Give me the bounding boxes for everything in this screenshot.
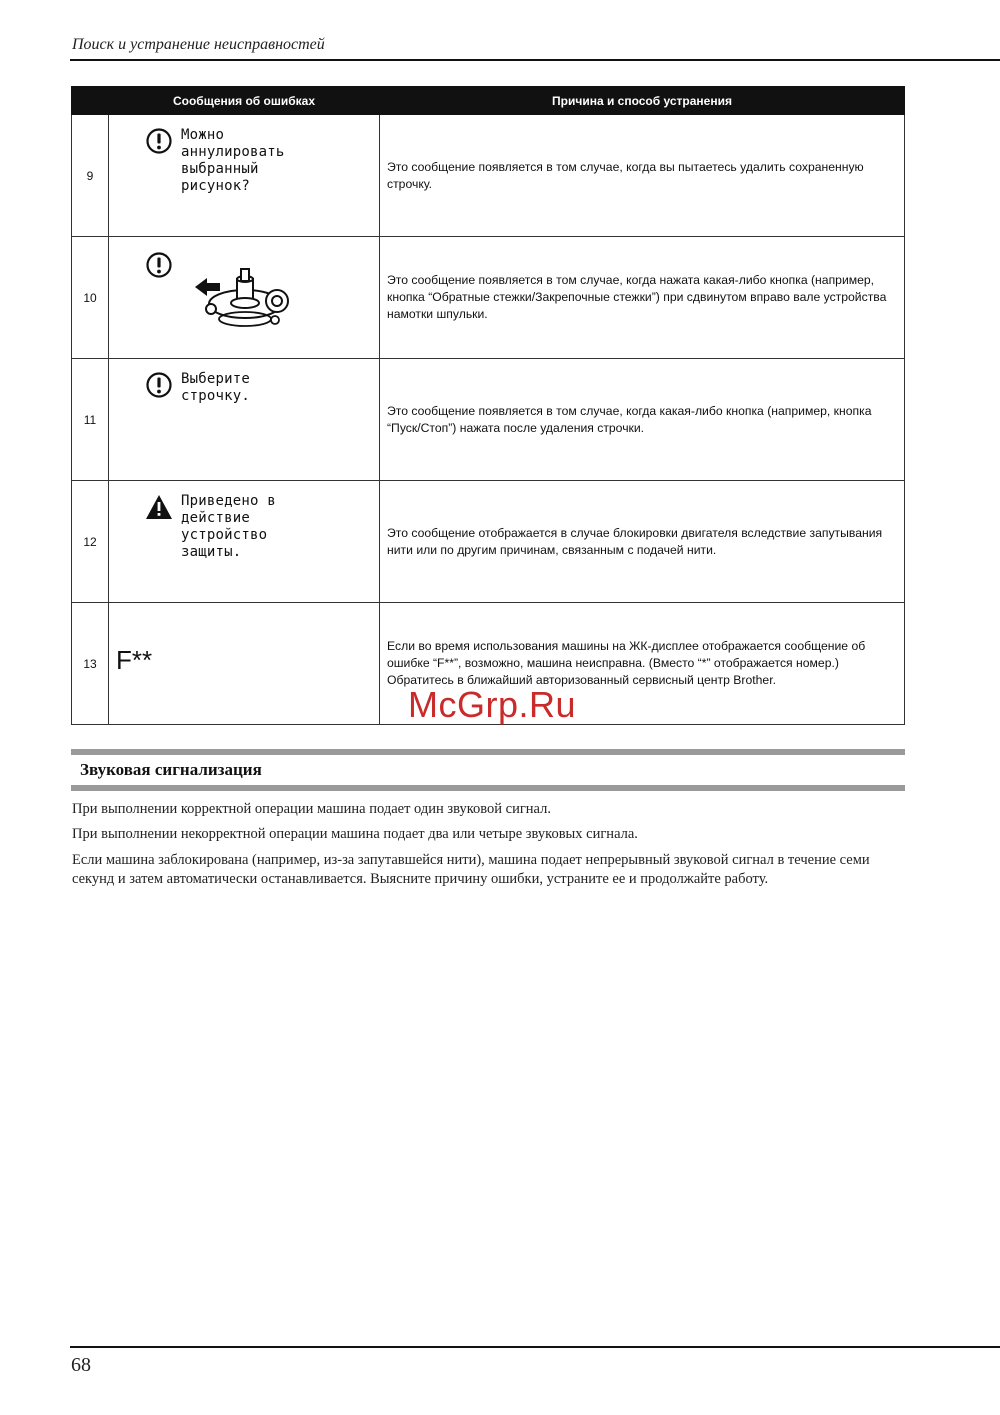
bobbin-winder-icon: [145, 249, 305, 329]
cause-line: Обратитесь в ближайший авторизованный сервисный центр Brother.: [387, 673, 776, 687]
table-row: [72, 481, 905, 603]
page-number: 68: [71, 1354, 91, 1376]
alert-circle-icon: [145, 371, 173, 399]
row-number: 9: [72, 115, 109, 237]
lcd-text: Выберите строчку.: [181, 371, 251, 404]
row-number: 12: [72, 481, 109, 603]
lcd-message: [145, 371, 250, 405]
table-row: [72, 237, 905, 359]
running-header: Поиск и устранение неисправностей: [72, 36, 325, 53]
cause-text: Это сообщение появляется в том случае, когда какая-либо кнопка (например, кнопка “Пуск/Стоп”) нажата после удаления строчки.: [380, 359, 905, 481]
table-row: [72, 115, 905, 237]
header-rule: [70, 59, 1000, 61]
lcd-message: [145, 127, 285, 195]
table-header-cause: Причина и способ устранения: [380, 87, 905, 115]
section-bar-top: [71, 749, 905, 755]
alert-circle-icon: [145, 127, 173, 155]
error-message-cell: [109, 603, 380, 725]
row-number: 10: [72, 237, 109, 359]
section-title: Звуковая сигнализация: [80, 760, 262, 779]
table-row: [72, 359, 905, 481]
lcd-text: Можно аннулировать выбранный рисунок?: [181, 127, 285, 194]
row-number: 13: [72, 603, 109, 725]
paragraph: При выполнении некорректной операции машина подает два или четыре звуковых сигнала.: [72, 826, 638, 842]
cause-line: Если во время использования машины на ЖК-дисплее отображается сообщение об ошибке “F**”, возможно, машина неисправна. (Вместо “*” отображается номер.): [387, 639, 866, 670]
paragraph: При выполнении корректной операции машина подает один звуковой сигнал.: [72, 801, 551, 817]
table-header-row: [72, 87, 905, 115]
table-header-num: [72, 87, 109, 115]
error-message-cell: [109, 115, 380, 237]
table-header-messages: Сообщения об ошибках: [109, 87, 380, 115]
warning-triangle-icon: [145, 493, 173, 521]
cause-text: Это сообщение отображается в случае блокировки двигателя вследствие запутывания нити или по другим причинам, связанным с подачей нити.: [380, 481, 905, 603]
cause-text: Это сообщение появляется в том случае, когда нажата какая-либо кнопка (например, кнопка “Обратные стежки/Закрепочные стежки”) при сдвинутом вправо вале устройства намотки шпульки.: [380, 237, 905, 359]
error-message-cell: [109, 359, 380, 481]
footer-rule: [70, 1346, 1000, 1348]
cause-text: Это сообщение появляется в том случае, когда вы пытаетесь удалить сохраненную строчку.: [380, 115, 905, 237]
row-number: 11: [72, 359, 109, 481]
section-bar-bottom: [71, 785, 905, 791]
error-message-cell: [109, 237, 380, 359]
error-code: F**: [116, 645, 153, 675]
lcd-text: Приведено в действие устройство защиты.: [181, 493, 276, 560]
paragraph: Если машина заблокирована (например, из-за запутавшейся нити), машина подает непрерывный звуковой сигнал в течение семи секунд и затем автоматически останавливается. Выясните причину ошибки, устраните ее и продолжайте работу.: [72, 852, 870, 887]
lcd-message: [145, 493, 276, 561]
error-messages-table: [71, 86, 905, 725]
error-message-cell: [109, 481, 380, 603]
watermark: McGrp.Ru: [408, 684, 577, 725]
